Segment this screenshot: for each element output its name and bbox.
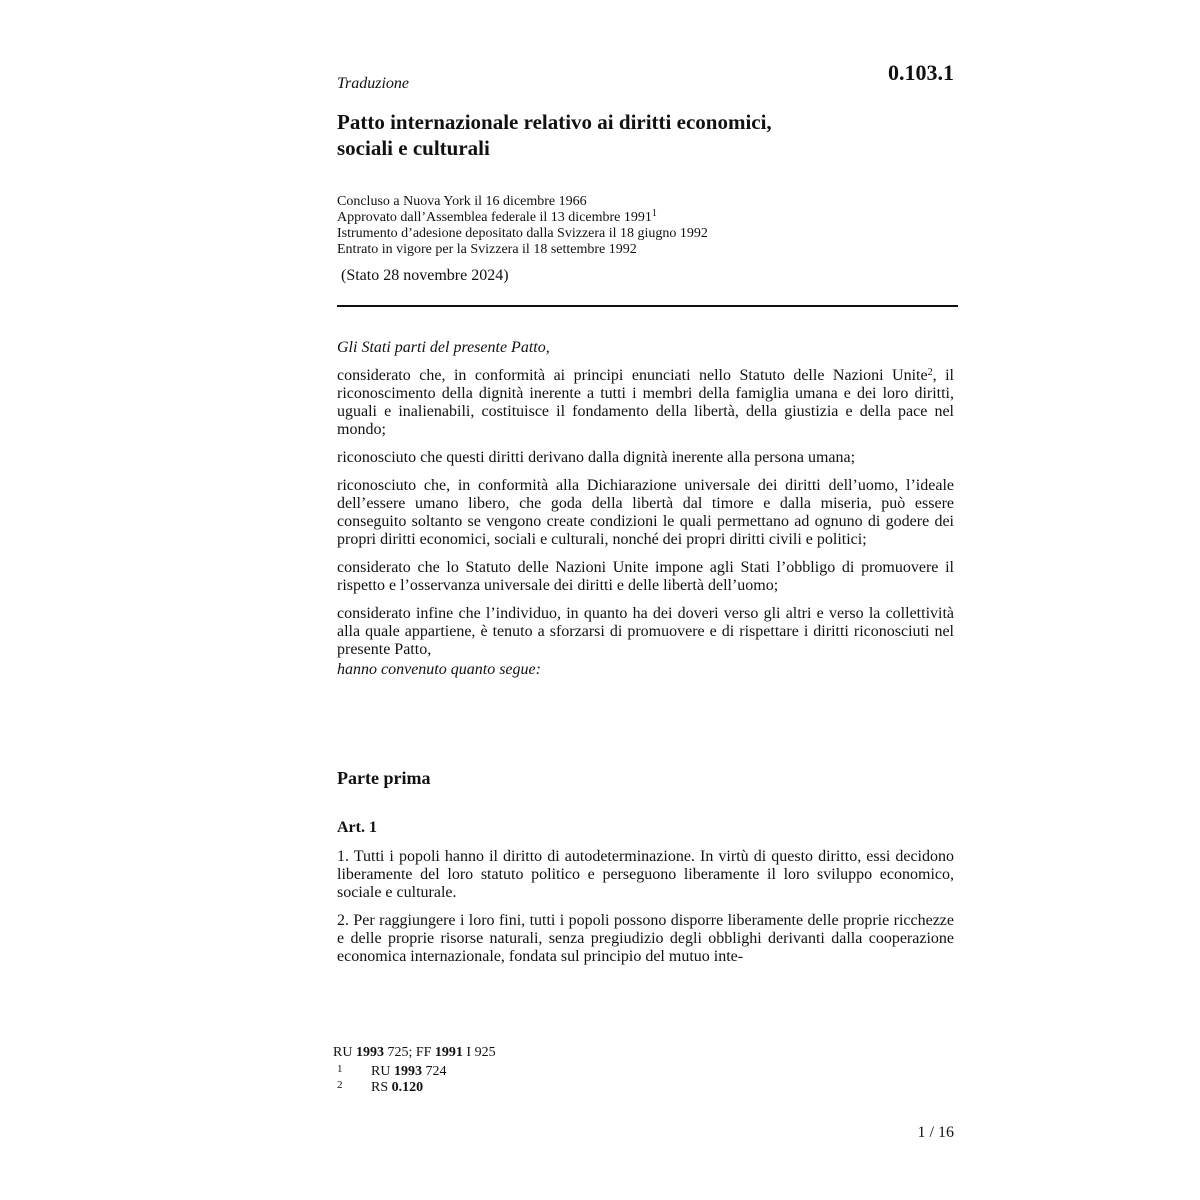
preamble-paragraph-1: considerato che, in conformità ai principi enunciati nello Statuto delle Nazioni Unite$^2$, il riconoscimento della dignità inerente a tutti i membri della famiglia umana e dei loro diritti, uguali e inalienabili, costituisce il fondamento della libertà, della giustizia e della pace nel mondo; xyxy=(337,367,954,438)
footnote-number: 2 xyxy=(337,1079,343,1091)
footnote-text[interactable]: RS 0.120 xyxy=(371,1080,424,1095)
preamble-paragraph-3: riconosciuto che, in conformità alla Dichiarazione universale dei diritti dell’uomo, l’ideale dell’essere umano libero, che goda della libertà dal timore e dalla miseria, può essere conseguito soltanto se vengono create condizioni le quali permettano ad ognuno di godere dei propri diritti economici, sociali e culturali, nonché dei propri diritti civili e politici; xyxy=(337,477,954,548)
document-number: 0.103.1 xyxy=(888,60,954,85)
footnote-text: RU 1993 724 xyxy=(371,1064,447,1079)
article-heading: Art. 1 xyxy=(337,819,377,836)
preamble-paragraph-4: considerato che lo Statuto delle Nazioni Unite impone agli Stati l’obbligo di promuovere il rispetto e l’osservanza universale dei diritti e delle libertà dell’uomo; xyxy=(337,559,954,594)
footnote-1 xyxy=(333,1063,833,1079)
preamble xyxy=(337,339,954,689)
approved-line: Approvato dall’Assemblea federale il 13 dicembre 1991$^1$ xyxy=(337,208,657,225)
title-line-1: Patto internazionale relativo ai diritti economici, xyxy=(337,110,772,134)
document-metadata xyxy=(337,194,937,258)
footnote-2 xyxy=(333,1079,833,1095)
preamble-closing: hanno convenuto quanto segue: xyxy=(337,661,541,678)
part-heading: Parte prima xyxy=(337,768,431,788)
article-paragraph-1: 1. Tutti i popoli hanno il diritto di autodeterminazione. In virtù di questo diritto, essi decidono liberamente del loro statuto politico e perseguono liberamente il loro sviluppo economico, sociale e culturale. xyxy=(337,848,954,901)
article-paragraph-2: 2. Per raggiungere i loro fini, tutti i popoli possono disporre liberamente delle proprie ricchezze e delle proprie risorse naturali, senza pregiudizio degli obblighi derivanti dalla cooperazione economica internazionale, fondata sul principio del mutuo inte- xyxy=(337,912,954,965)
source-reference: RU 1993 725; FF 1991 I 925 xyxy=(333,1045,496,1060)
page-number: 1 / 16 xyxy=(917,1124,954,1141)
preamble-paragraph-5: considerato infine che l’individuo, in quanto ha dei doveri verso gli altri e verso la collettività alla quale appartiene, è tenuto a sforzarsi di promuovere e di rispettare i diritti riconosciuti nel presente Patto, xyxy=(337,605,954,658)
article-body xyxy=(337,848,954,976)
header-divider xyxy=(337,305,958,307)
footnote-ref-1[interactable]: 1 xyxy=(651,208,657,219)
concluded-line: Concluso a Nuova York il 16 dicembre 1966 xyxy=(337,194,587,209)
footnotes xyxy=(333,1044,833,1095)
preamble-paragraph-2: riconosciuto che questi diritti derivano dalla dignità inerente alla persona umana; xyxy=(337,449,856,466)
title-line-2: sociali e culturali xyxy=(337,136,490,160)
footnote-ref-2[interactable]: 2 xyxy=(927,367,933,378)
accession-line: Istrumento d’adesione depositato dalla Svizzera il 18 giugno 1992 xyxy=(337,226,708,241)
status-date: (Stato 28 novembre 2024) xyxy=(341,267,509,284)
document-title xyxy=(337,109,937,161)
in-force-line: Entrato in vigore per la Svizzera il 18 settembre 1992 xyxy=(337,242,637,257)
footnote-number: 1 xyxy=(337,1063,343,1075)
preamble-intro: Gli Stati parti del presente Patto, xyxy=(337,339,550,356)
translation-label: Traduzione xyxy=(337,75,410,92)
